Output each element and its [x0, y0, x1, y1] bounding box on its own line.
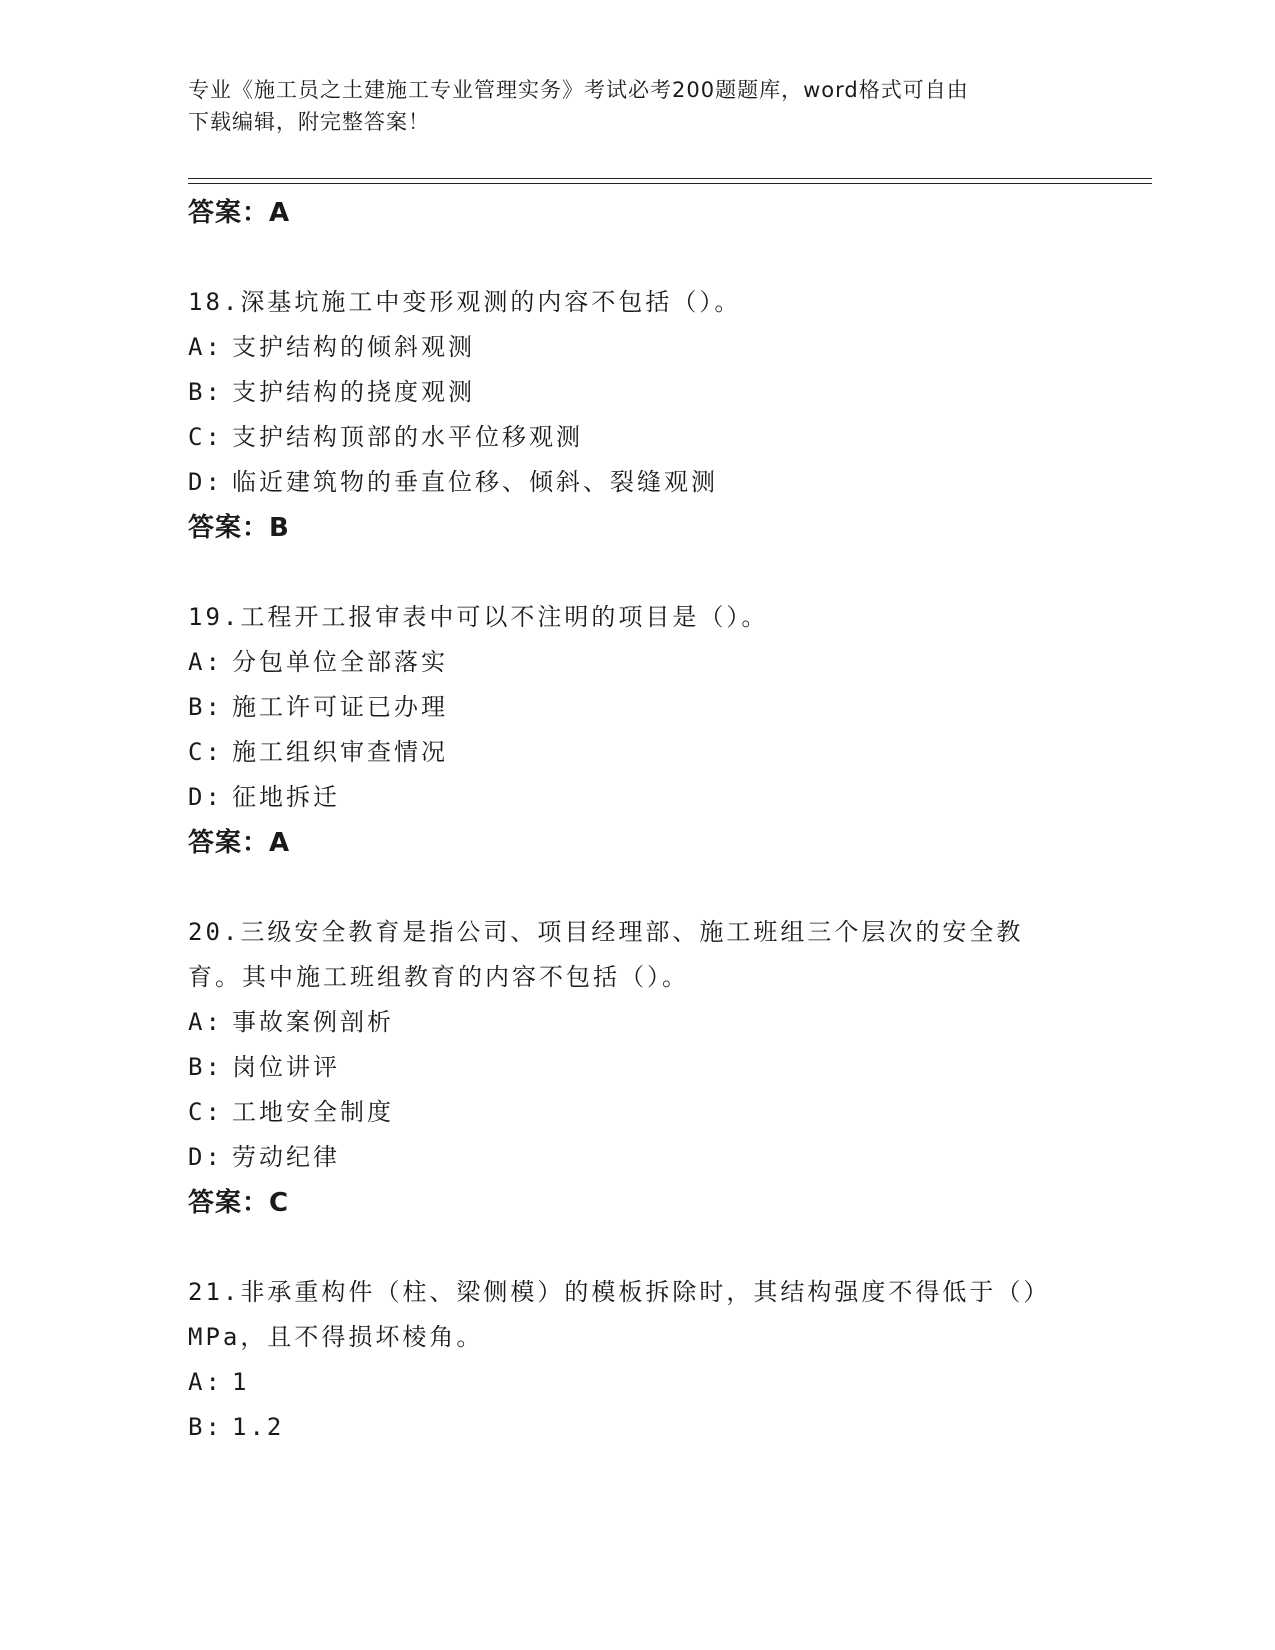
- option-b: [188, 685, 1088, 730]
- option-letter: C:: [188, 1098, 223, 1126]
- answer-label: 答案：A: [188, 828, 291, 858]
- option-letter: A:: [188, 1368, 223, 1396]
- question-20: [188, 910, 1088, 1226]
- option-text: 事故案例剖析: [232, 1008, 394, 1036]
- option-text: 支护结构顶部的水平位移观测: [232, 423, 583, 451]
- question-19: [188, 595, 1088, 866]
- option-letter: C:: [188, 738, 223, 766]
- previous-answer: 答案：A: [188, 198, 291, 228]
- question-stem: 20.三级安全教育是指公司、项目经理部、施工班组三个层次的安全教育。其中施工班组教育的内容不包括（）。: [188, 918, 1024, 991]
- option-c: [188, 730, 1088, 775]
- option-letter: B:: [188, 1053, 223, 1081]
- header-divider-bottom: [188, 183, 1152, 184]
- option-d: [188, 775, 1088, 820]
- option-letter: B:: [188, 1413, 223, 1441]
- option-letter: D:: [188, 468, 223, 496]
- option-letter: A:: [188, 333, 223, 361]
- option-letter: B:: [188, 693, 223, 721]
- option-d: [188, 1135, 1088, 1180]
- option-letter: D:: [188, 783, 223, 811]
- question-list: [188, 190, 1088, 1450]
- header-divider-top: [188, 178, 1152, 179]
- option-b: [188, 370, 1088, 415]
- header-line-1: 专业《施工员之土建施工专业管理实务》考试必考200题题库，word格式可自由: [188, 78, 969, 102]
- option-text: 1: [232, 1368, 250, 1396]
- option-a: [188, 640, 1088, 685]
- option-text: 劳动纪律: [232, 1143, 340, 1171]
- answer-label: 答案：C: [188, 1188, 290, 1218]
- option-text: 临近建筑物的垂直位移、倾斜、裂缝观测: [232, 468, 718, 496]
- question-stem: 19.工程开工报审表中可以不注明的项目是（）。: [188, 603, 769, 631]
- option-a: [188, 1000, 1088, 1045]
- option-c: [188, 1090, 1088, 1135]
- option-text: 支护结构的挠度观测: [232, 378, 475, 406]
- option-letter: C:: [188, 423, 223, 451]
- option-c: [188, 415, 1088, 460]
- header-line-2: 下载编辑，附完整答案！: [188, 110, 430, 134]
- option-b: [188, 1045, 1088, 1090]
- option-letter: A:: [188, 648, 223, 676]
- document-header: [188, 74, 1068, 138]
- option-letter: A:: [188, 1008, 223, 1036]
- option-text: 工地安全制度: [232, 1098, 394, 1126]
- question-18: [188, 280, 1088, 551]
- answer-label: 答案：B: [188, 513, 290, 543]
- option-letter: D:: [188, 1143, 223, 1171]
- option-text: 分包单位全部落实: [232, 648, 448, 676]
- option-a: [188, 1360, 1088, 1405]
- option-text: 征地拆迁: [232, 783, 340, 811]
- question-21: [188, 1270, 1088, 1450]
- option-b: [188, 1405, 1088, 1450]
- option-d: [188, 460, 1088, 505]
- question-stem: 21.非承重构件（柱、梁侧模）的模板拆除时，其结构强度不得低于（）MPa，且不得损坏棱角。: [188, 1278, 1051, 1351]
- option-text: 岗位讲评: [232, 1053, 340, 1081]
- question-stem: 18.深基坑施工中变形观测的内容不包括（）。: [188, 288, 742, 316]
- option-text: 施工许可证已办理: [232, 693, 448, 721]
- option-text: 1.2: [232, 1413, 285, 1441]
- option-text: 支护结构的倾斜观测: [232, 333, 475, 361]
- option-a: [188, 325, 1088, 370]
- option-letter: B:: [188, 378, 223, 406]
- option-text: 施工组织审查情况: [232, 738, 448, 766]
